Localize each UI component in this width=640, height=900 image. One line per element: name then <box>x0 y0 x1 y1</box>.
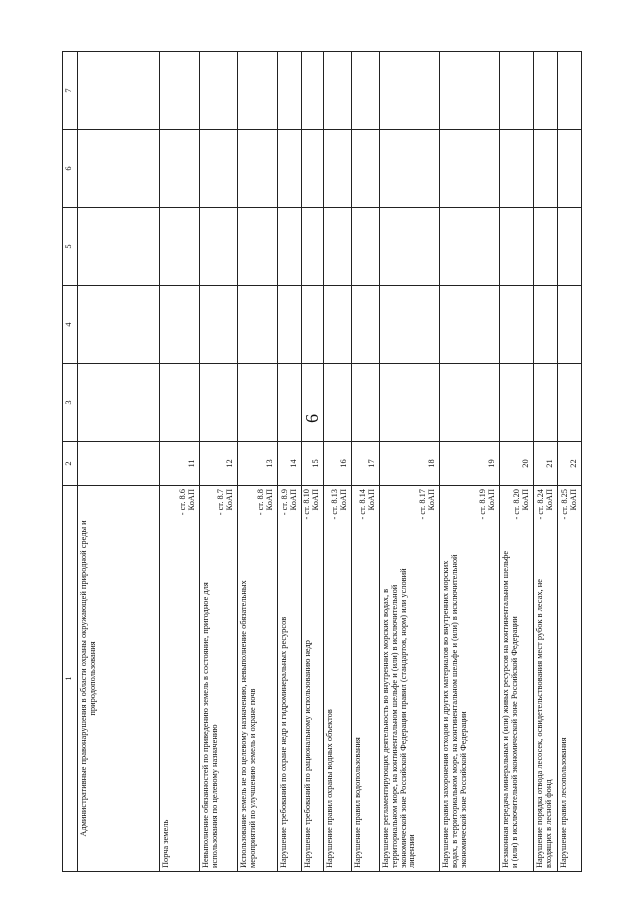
row-number: 12 <box>200 442 238 486</box>
offense-cell <box>558 486 582 872</box>
row-number: 21 <box>534 442 558 486</box>
empty-cell <box>200 52 238 130</box>
empty-cell <box>324 130 352 208</box>
rotated-table-wrapper <box>62 52 582 872</box>
empty-cell <box>558 364 582 442</box>
table-row <box>302 52 324 872</box>
empty-cell <box>440 286 500 364</box>
table-frame <box>62 52 582 872</box>
table-row <box>238 52 278 872</box>
koap-article-reference: - ст. 8.20 КоАП <box>512 489 531 520</box>
offense-description: Нарушение правил захоронения отходов и других материалов во внутренних морских водах, в территориальном море, на континентальном шельфе и (или) в исключительной экономической зоне Российской Федерации <box>441 554 468 868</box>
empty-cell <box>324 364 352 442</box>
column-number: 4 <box>63 286 78 364</box>
empty-cell <box>324 52 352 130</box>
table-row <box>160 52 200 872</box>
offense-cell <box>352 486 380 872</box>
empty-cell <box>352 364 380 442</box>
offense-cell <box>534 486 558 872</box>
offense-cell <box>160 486 200 872</box>
row-number: 20 <box>500 442 534 486</box>
empty-cell <box>160 286 200 364</box>
empty-cell <box>352 52 380 130</box>
empty-cell <box>238 286 278 364</box>
empty-cell <box>380 130 440 208</box>
table-row <box>278 52 302 872</box>
empty-cell <box>558 130 582 208</box>
empty-cell <box>200 208 238 286</box>
offense-description: Нарушение требований по рациональному использованию недр <box>303 640 312 868</box>
empty-cell <box>558 208 582 286</box>
empty-cell <box>200 286 238 364</box>
empty-cell <box>380 286 440 364</box>
empty-cell <box>380 52 440 130</box>
empty-cell <box>534 130 558 208</box>
empty-cell <box>78 208 160 286</box>
empty-cell <box>534 208 558 286</box>
row-number: 19 <box>440 442 500 486</box>
offense-cell <box>500 486 534 872</box>
empty-cell <box>238 52 278 130</box>
offense-description: Нарушение правил лесопользования <box>559 737 568 868</box>
column-number: 7 <box>63 52 78 130</box>
empty-cell <box>238 364 278 442</box>
table-row <box>558 52 582 872</box>
table-row <box>352 52 380 872</box>
empty-cell <box>500 52 534 130</box>
table-row <box>500 52 534 872</box>
row-number: 18 <box>380 442 440 486</box>
empty-cell <box>238 208 278 286</box>
offense-description: Нарушение правил охраны водных объектов <box>325 709 334 868</box>
empty-cell <box>278 130 302 208</box>
offense-cell <box>440 486 500 872</box>
empty-cell <box>278 208 302 286</box>
koap-article-reference: - ст. 8.13 КоАП <box>330 489 349 520</box>
table-row <box>200 52 238 872</box>
empty-cell <box>302 286 324 364</box>
empty-cell <box>278 286 302 364</box>
offense-cell <box>324 486 352 872</box>
koap-article-reference: - ст. 8.8 КоАП <box>256 489 275 516</box>
row-number: 11 <box>160 442 200 486</box>
offense-description: Невыполнение обязанностей по приведению земель в состояние, пригодное для использования по целевому назначению <box>201 582 219 868</box>
empty-cell <box>500 130 534 208</box>
empty-cell <box>500 364 534 442</box>
offense-cell <box>200 486 238 872</box>
koap-article-reference: - ст. 8.7 КоАП <box>216 489 235 516</box>
empty-cell <box>160 364 200 442</box>
empty-cell <box>352 286 380 364</box>
page-number: 6 <box>302 414 322 423</box>
offense-description: Нарушение правил водопользования <box>353 737 362 868</box>
offense-statistics-table <box>62 51 582 872</box>
row-number: 13 <box>238 442 278 486</box>
empty-cell <box>302 208 324 286</box>
empty-cell <box>160 208 200 286</box>
koap-article-reference: - ст. 8.9 КоАП <box>280 489 299 516</box>
offense-description: Незаконная передача минеральных и (или) живых ресурсов на континентальном шельфе и (или) в исключительной экономической зоне Российской Федерации <box>501 550 519 868</box>
empty-cell <box>278 364 302 442</box>
empty-cell <box>534 364 558 442</box>
offense-cell <box>238 486 278 872</box>
offense-cell <box>302 486 324 872</box>
offense-cell <box>380 486 440 872</box>
empty-cell <box>352 130 380 208</box>
koap-article-reference: - ст. 8.6 КоАП <box>178 489 197 516</box>
empty-cell <box>380 364 440 442</box>
empty-cell <box>500 286 534 364</box>
column-number: 6 <box>63 130 78 208</box>
offense-cell <box>278 486 302 872</box>
empty-cell <box>200 130 238 208</box>
table-row <box>324 52 352 872</box>
row-number: 17 <box>352 442 380 486</box>
offense-description: Нарушение регламентирующих деятельность во внутренних морских водах, в территориальном море, на континентальном шельфе и (или) в исключительной экономической зоне Российской Федерации правил (стандартов, норм) или условий лицензии <box>381 568 417 868</box>
row-number: 22 <box>558 442 582 486</box>
empty-cell <box>440 208 500 286</box>
row-number: 14 <box>278 442 302 486</box>
empty-cell <box>302 52 324 130</box>
koap-article-reference: - ст. 8.14 КоАП <box>358 489 377 520</box>
empty-cell <box>534 52 558 130</box>
empty-cell <box>558 286 582 364</box>
empty-cell <box>558 52 582 130</box>
section-header-row <box>78 52 160 872</box>
koap-article-reference: - ст. 8.10 КоАП <box>302 489 321 520</box>
empty-cell <box>380 208 440 286</box>
empty-cell <box>440 130 500 208</box>
column-number: 1 <box>63 486 78 872</box>
empty-cell <box>78 130 160 208</box>
koap-article-reference: - ст. 8.24 КоАП <box>536 489 555 520</box>
empty-cell <box>78 286 160 364</box>
empty-cell <box>440 52 500 130</box>
empty-cell <box>534 286 558 364</box>
table-row <box>440 52 500 872</box>
offense-description: Использование земель не по целевому назначению, невыполнение обязательных мероприятий по улучшению земель и охране почв <box>239 580 257 868</box>
empty-cell <box>78 364 160 442</box>
empty-cell <box>324 286 352 364</box>
empty-cell <box>78 52 160 130</box>
empty-cell <box>440 364 500 442</box>
column-number-row <box>63 52 78 872</box>
koap-article-reference: - ст. 8.19 КоАП <box>478 489 497 520</box>
section-header: Административные правонарушения в области охраны окружающей природной среды и природопользования <box>78 486 160 872</box>
empty-cell <box>500 208 534 286</box>
offense-description: Нарушение порядка отвода лесосек, освидетельствования мест рубок в лесах, не входящих в лесной фонд <box>535 579 553 868</box>
koap-article-reference: - ст. 8.17 КоАП <box>418 489 437 520</box>
column-number: 3 <box>63 364 78 442</box>
table-row <box>534 52 558 872</box>
row-number: 16 <box>324 442 352 486</box>
empty-cell <box>302 130 324 208</box>
offense-description: Порча земель <box>161 819 170 868</box>
column-number: 2 <box>63 442 78 486</box>
empty-cell <box>302 364 324 442</box>
empty-cell <box>160 52 200 130</box>
empty-cell <box>352 208 380 286</box>
empty-cell <box>200 364 238 442</box>
empty-cell <box>78 442 160 486</box>
column-number: 5 <box>63 208 78 286</box>
empty-cell <box>160 130 200 208</box>
koap-article-reference: - ст. 8.25 КоАП <box>560 489 579 520</box>
table-row <box>380 52 440 872</box>
row-number: 15 <box>302 442 324 486</box>
empty-cell <box>238 130 278 208</box>
offense-description: Нарушение требований по охране недр и гидроминеральных ресурсов <box>279 616 288 868</box>
empty-cell <box>278 52 302 130</box>
empty-cell <box>324 208 352 286</box>
